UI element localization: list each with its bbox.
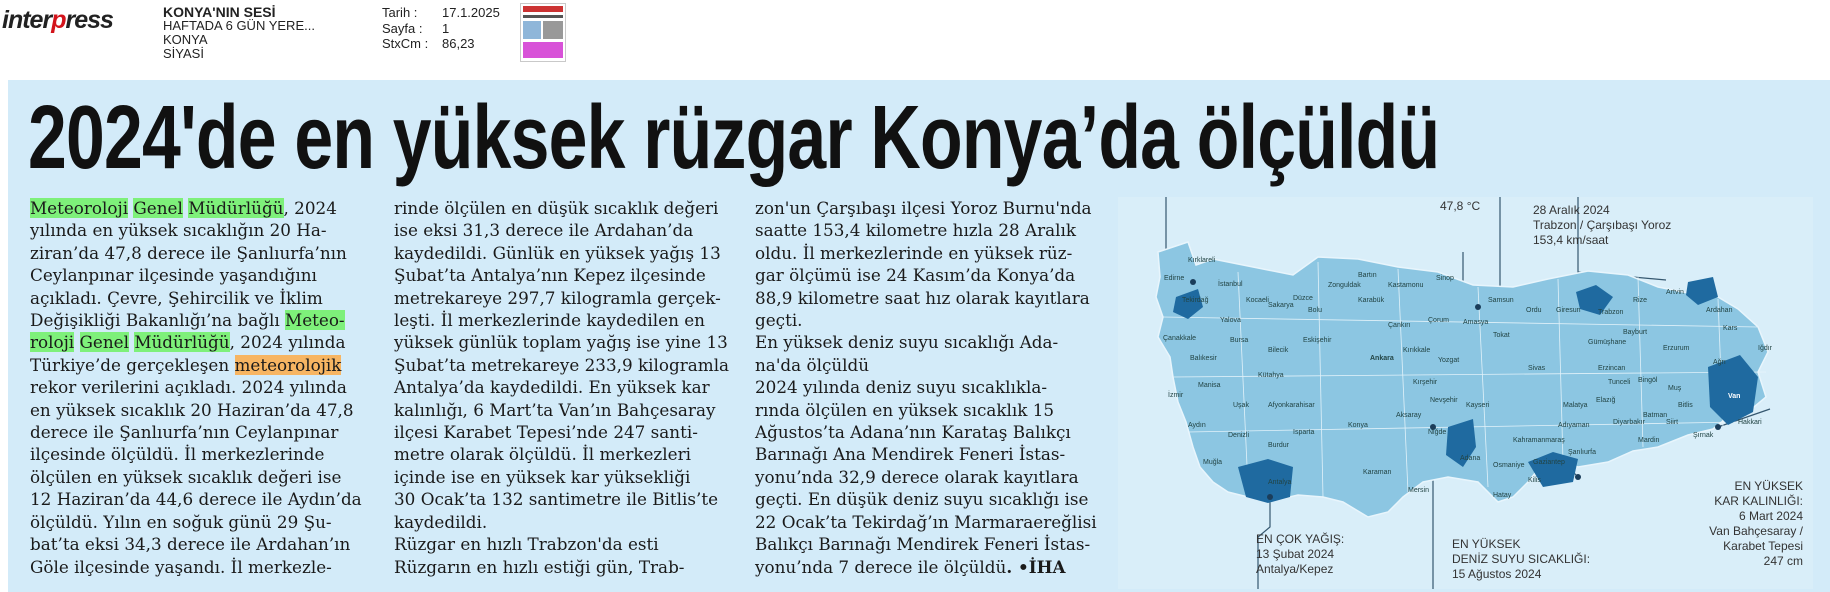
city-label: Mersin <box>1408 487 1430 494</box>
keyword-highlight: Müdürlüğü <box>188 198 284 218</box>
city-label: İstanbul <box>1218 281 1243 288</box>
clipping-header <box>0 0 1830 78</box>
publication-frequency: HAFTADA 6 GÜN YERE... <box>163 18 315 33</box>
city-label: Zonguldak <box>1328 282 1361 289</box>
article-clipping <box>8 80 1830 592</box>
city-label: Şanlıurfa <box>1568 449 1597 456</box>
city-label: Balıkesir <box>1190 355 1217 362</box>
city-label: Konya <box>1348 422 1368 429</box>
city-label: Uşak <box>1233 402 1249 409</box>
city-label: Amasya <box>1463 319 1489 326</box>
city-label: Aydın <box>1188 422 1206 429</box>
city-label: Siirt <box>1666 419 1679 426</box>
publication-info <box>163 5 315 61</box>
city-label: Edirne <box>1164 275 1185 282</box>
city-label: Erzincan <box>1598 365 1626 372</box>
city-label: Bursa <box>1230 337 1249 344</box>
city-label: Adana <box>1460 455 1481 462</box>
city-label: Kırklareli <box>1188 257 1216 264</box>
city-label: Batman <box>1643 412 1668 419</box>
city-label: Antalya <box>1268 479 1292 486</box>
subheading: En yüksek deniz suyu sıcaklığı Ada- <box>755 332 1059 353</box>
city-label: Rize <box>1633 297 1648 304</box>
city-label: Eskişehir <box>1303 337 1332 344</box>
publication-name: KONYA'NIN SESİ <box>163 4 276 20</box>
city-label: Tunceli <box>1608 379 1631 386</box>
city-label: Ağrı <box>1713 359 1726 366</box>
keyword-highlight: Meteoroloji <box>30 198 129 218</box>
article-column-3: zon'un Çarşıbaşı ilçesi Yoroz Burnu'nda saatte 153,4 kilometre hızla 28 Aralık oldu. İl merkezlerinde en yüksek rüz- gar ölçümü ise 24 Kasım’da Konya’da 88,9 kilometre saat hız olarak kayıtlara geçti. En yüksek deniz suyu sıcaklığı Ada- na'da ölçüldü 2024 yılında deniz suyu sıcaklıkla- rında ölçülen en yüksek sıcaklık 15 Ağustos’ta Adana’nın Karataş Balıkçı Barınağı Ana Mendirek Feneri İstas- yonu’nda 32,9 derece olarak kayıtlara geçti. En düşük deniz suyu sıcaklığı ise 22 Ocak’ta Tekirdağ’ın Marmaraereğlisi Balıkçı Barınağı Mendirek Feneri İstas- yonu’nda 7 derece ile ölçüldü. •İHA <box>755 198 1097 577</box>
city-label: Yozgat <box>1438 357 1460 364</box>
city-label: Kayseri <box>1466 402 1490 409</box>
city-label: Kırşehir <box>1413 379 1438 386</box>
city-label: Mardin <box>1638 437 1660 444</box>
subheading: Rüzgar en hızlı Trabzon'da esti <box>394 534 659 555</box>
city-label: Hakkari <box>1738 419 1762 426</box>
city-label: Aksaray <box>1396 412 1422 419</box>
stxcm-label: StxCm : <box>382 36 429 51</box>
city-label: Kastamonu <box>1388 282 1424 289</box>
city-label: Muş <box>1668 385 1682 392</box>
city-label: Muğla <box>1203 459 1223 466</box>
keyword-highlight: roloji <box>30 332 75 353</box>
turkey-weather-map <box>1118 197 1813 589</box>
city-label: Isparta <box>1293 429 1315 436</box>
city-label: Yalova <box>1220 317 1241 324</box>
publication-city: KONYA <box>163 32 208 47</box>
keyword-highlight: Müdürlüğü <box>134 332 230 353</box>
city-label: Giresun <box>1556 307 1581 314</box>
page-label: Sayfa : <box>382 20 423 36</box>
city-label: Afyonkarahisar <box>1268 402 1315 409</box>
city-label: Bingöl <box>1638 377 1658 384</box>
snow-callout: EN YÜKSEK KAR KALINLIĞI: 6 Mart 2024 Van Bahçesaray / Karabet Tepesi 247 cm <box>1709 479 1803 568</box>
city-label: Adıyaman <box>1558 422 1590 429</box>
city-label: Bilecik <box>1268 347 1289 354</box>
city-label: Malatya <box>1563 402 1588 409</box>
city-label: Manisa <box>1198 382 1221 389</box>
city-label: Bolu <box>1308 307 1323 314</box>
city-label: Düzce <box>1293 295 1313 302</box>
city-label: Şırnak <box>1693 432 1714 439</box>
temperature-callout: 47,8 °C <box>1440 199 1481 213</box>
city-label: Niğde <box>1428 429 1447 436</box>
article-headline: 2024'de en yüksek rüzgar Konya’da ölçüldü <box>28 88 1440 188</box>
date-value: 17.1.2025 <box>442 5 500 20</box>
city-label: Hatay <box>1493 492 1512 499</box>
city-label: İzmir <box>1168 392 1184 399</box>
page-value: 1 <box>442 20 450 36</box>
city-label: Kars <box>1723 325 1738 332</box>
sea-temperature-callout: EN YÜKSEK DENİZ SUYU SICAKLIĞI: 15 Ağustos 2024 <box>1452 537 1591 581</box>
city-label: Tokat <box>1493 332 1510 339</box>
rain-callout: EN ÇOK YAĞIŞ: 13 Şubat 2024 Antalya/Kepez <box>1256 532 1345 576</box>
city-label: Sivas <box>1528 365 1546 372</box>
city-label: Kırıkkale <box>1403 347 1431 354</box>
wind-callout: 28 Aralık 2024 Trabzon / Çarşıbaşı Yoroz 153,4 km/saat <box>1533 203 1672 247</box>
city-label: Bartın <box>1358 272 1377 279</box>
city-label: Sinop <box>1436 275 1454 282</box>
city-label: Kocaeli <box>1246 297 1269 304</box>
city-label: Kahramanmaraş <box>1513 437 1565 444</box>
agency-signature: . •İHA <box>1006 556 1066 577</box>
city-label: Diyarbakır <box>1613 419 1645 426</box>
city-label: Nevşehir <box>1430 397 1458 404</box>
keyword-highlight: Meteo- <box>285 310 345 331</box>
city-label: Artvin <box>1666 289 1684 296</box>
page-thumbnail[interactable] <box>520 3 566 62</box>
stxcm-value: 86,23 <box>442 36 475 51</box>
city-label: Ordu <box>1526 307 1542 314</box>
publication-category: SİYASİ <box>163 46 204 61</box>
city-label: Sakarya <box>1268 302 1294 309</box>
city-label: Osmaniye <box>1493 462 1525 469</box>
subheading: na'da ölçüldü <box>755 354 870 375</box>
city-label: Erzurum <box>1663 345 1690 352</box>
city-label: Bitlis <box>1678 402 1693 409</box>
city-label: Van <box>1728 393 1741 400</box>
city-label: Burdur <box>1268 442 1290 449</box>
city-label: Karabük <box>1358 297 1385 304</box>
city-label: Gümüşhane <box>1588 339 1627 346</box>
city-label: Trabzon <box>1598 309 1624 316</box>
city-label: Gaziantep <box>1533 459 1565 466</box>
keyword-highlight: Genel <box>133 198 183 218</box>
city-label: Samsun <box>1488 297 1514 304</box>
city-label: Karaman <box>1363 469 1392 476</box>
city-label: Elazığ <box>1596 397 1616 404</box>
city-label: Çankırı <box>1388 322 1411 329</box>
city-label: Iğdır <box>1758 345 1773 352</box>
city-label: Çanakkale <box>1163 335 1197 342</box>
city-label: Ankara <box>1370 355 1394 362</box>
article-column-2: rinde ölçülen en düşük sıcaklık değeri ise eksi 31,3 derece ile Ardahan’da kaydedildi. Günlük en yüksek yağış 13 Şubat’ta Antalya’nın Kepez ilçesinde metrekareye 297,7 kilogramla gerçek- leşti. İl merkezlerinde kaydedilen en yüksek günlük toplam yağış ise yine 13 Şubat’ta metrekareye 233,9 kilogramla Antalya’da kaydedildi. En yüksek kar kalınlığı, 6 Mart’ta Van’ın Bahçesaray ilçesi Karabet Tepesi’nde 247 santi- metre olarak ölçüldü. İl merkezleri içinde ise en yüksek kar yüksekliği 30 Ocak’ta 132 santimetre ile Bitlis’te kaydedildi. Rüzgar en hızlı Trabzon'da esti Rüzgarın en hızlı estiği gün, Trab- <box>394 198 730 577</box>
city-label: Kütahya <box>1258 372 1284 379</box>
clipping-meta <box>382 5 500 52</box>
interpress-logo: interpress <box>2 6 113 34</box>
keyword-highlight-alt: meteorolojik <box>234 354 342 375</box>
city-label: Ardahan <box>1706 307 1733 314</box>
date-label: Tarih : <box>382 5 418 20</box>
city-label: Kilis <box>1528 477 1541 484</box>
keyword-highlight: Genel <box>79 332 129 353</box>
city-label: Tekirdağ <box>1182 297 1209 304</box>
city-label: Çorum <box>1428 317 1450 324</box>
city-label: Bayburt <box>1623 329 1648 336</box>
city-label: Denizli <box>1228 432 1250 439</box>
article-column-1: Meteoroloji Genel Müdürlüğü, 2024 yılında en yüksek sıcaklığın 20 Ha- ziran’da 47,8 derece ile Şanlıurfa’nın Ceylanpınar ilçesinde yaşandığını açıkladı. Çevre, Şehircilik ve İklim Değişikliği Bakanlığı’na bağlı Meteo- roloji Genel Müdürlüğü, 2024 yılında Türkiye’de gerçekleşen meteorolojik rekor verilerini açıkladı. 2024 yılında en yüksek sıcaklık 20 Haziran’da 47,8 derece ile Şanlıurfa’nın Ceylanpınar ilçesinde ölçüldü. İl merkezlerinde ölçülen en yüksek sıcaklık değeri ise 12 Haziran’da 44,6 derece ile Aydın’da ölçüldü. Yılın en soğuk günü 29 Şu- bat’ta eksi 34,3 derece ile Ardahan’ın Göle ilçesinde yaşandı. İl merkezle- <box>30 198 362 577</box>
